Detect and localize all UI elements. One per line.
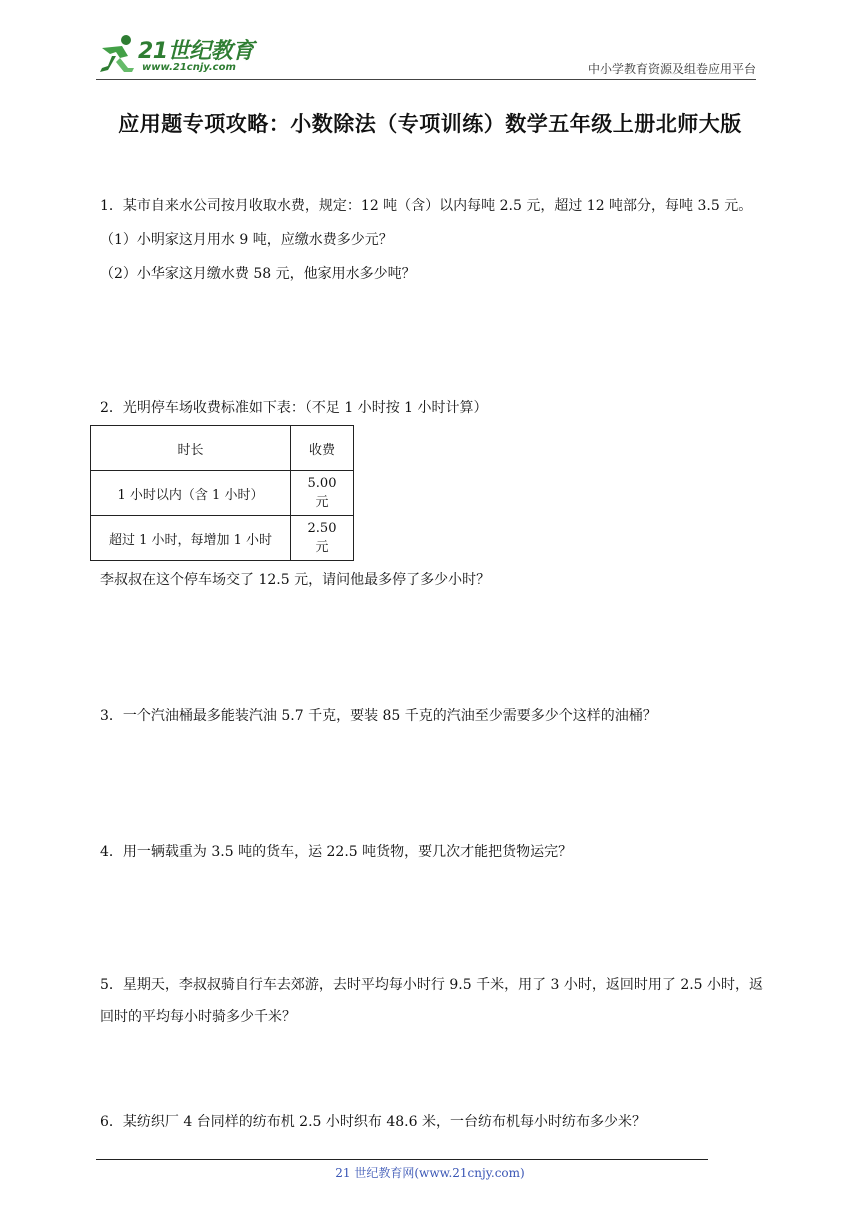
question-1-sub2: （2）小华家这月缴水费 58 元，他家用水多少吨？ xyxy=(100,266,416,282)
table-header-cell: 时长 xyxy=(91,426,291,471)
table-row xyxy=(91,516,354,561)
table-cell: 超过 1 小时，每增加 1 小时 xyxy=(91,516,291,561)
question-4: 4．用一辆载重为 3.5 吨的货车，运 22.5 吨货物，要几次才能把货物运完？ xyxy=(100,844,573,860)
site-logo[interactable] xyxy=(94,32,264,78)
table-row xyxy=(91,471,354,516)
question-5: 5．星期天，李叔叔骑自行车去郊游，去时平均每小时行 9.5 千米，用了 3 小时，返回时用了 2.5 小时，返回时的平均每小时骑多少千米？ xyxy=(100,977,764,1025)
header-divider xyxy=(96,79,756,80)
table-header-row xyxy=(91,426,354,471)
question-2-text: 李叔叔在这个停车场交了 12.5 元，请问他最多停了多少小时？ xyxy=(100,572,491,588)
table-header-cell: 收费 xyxy=(291,426,354,471)
question-6: 6．某纺织厂 4 台同样的纺布机 2.5 小时织布 48.6 米，一台纺布机每小时纺布多少米？ xyxy=(100,1114,646,1130)
parking-fee-table xyxy=(90,425,354,561)
question-1-sub1: （1）小明家这月用水 9 吨，应缴水费多少元？ xyxy=(100,232,393,248)
table-cell: 1 小时以内（含 1 小时） xyxy=(91,471,291,516)
footer-divider xyxy=(96,1159,708,1160)
logo-url: www.21cnjy.com xyxy=(142,62,236,73)
question-2-stem: 2．光明停车场收费标准如下表：（不足 1 小时按 1 小时计算） xyxy=(100,400,488,416)
runner-icon xyxy=(94,34,138,76)
page-title: 应用题专项攻略：小数除法（专项训练）数学五年级上册北师大版 xyxy=(118,112,742,136)
question-1-stem: 1．某市自来水公司按月收取水费，规定：12 吨（含）以内每吨 2.5 元，超过 12 吨部分，每吨 3.5 元。 xyxy=(100,198,753,214)
platform-tagline: 中小学教育资源及组卷应用平台 xyxy=(587,62,756,76)
footer-link[interactable]: 21 世纪教育网(www.21cnjy.com) xyxy=(335,1166,525,1180)
table-cell: 5.00 元 xyxy=(291,471,354,516)
page-header xyxy=(0,0,860,80)
logo-text: 21世纪教育 xyxy=(138,39,254,64)
table-cell: 2.50 元 xyxy=(291,516,354,561)
question-3: 3．一个汽油桶最多能装汽油 5.7 千克，要装 85 千克的汽油至少需要多少个这样的油桶？ xyxy=(100,708,657,724)
